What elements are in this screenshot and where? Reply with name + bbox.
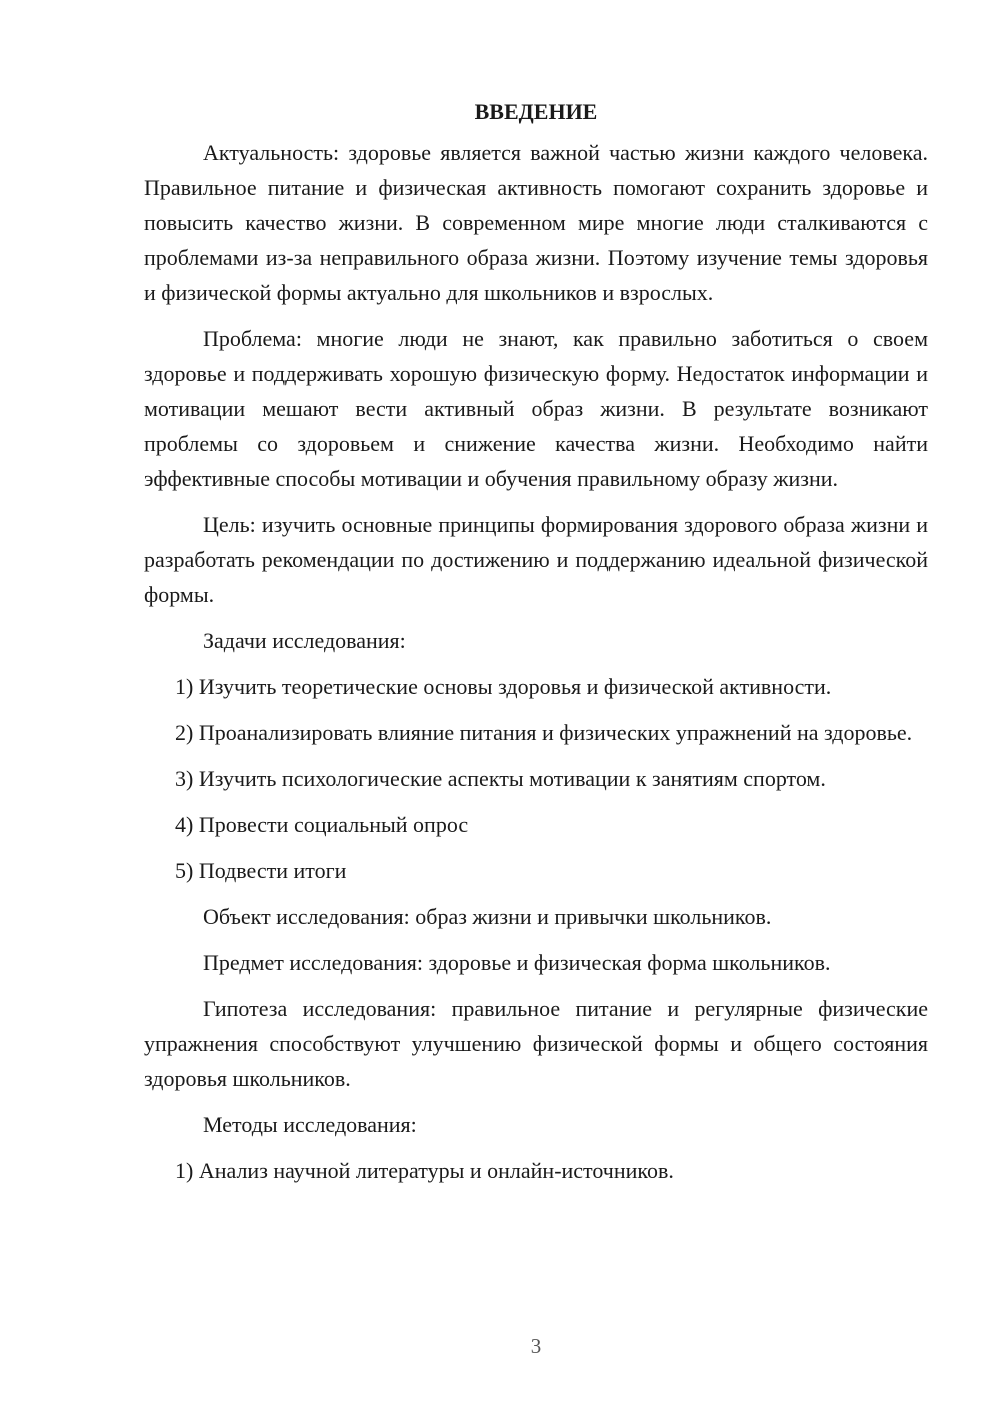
page-number: 3 bbox=[530, 1334, 542, 1358]
methods-heading: Методы исследования: bbox=[203, 1112, 417, 1137]
goal-paragraph: Цель: изучить основные принципы формирования здорового образа жизни и разработать рекомендации по достижению и поддержанию идеальной физической формы. bbox=[144, 512, 928, 607]
task-item-5: 5) Подвести итоги bbox=[175, 858, 347, 883]
page-content bbox=[144, 94, 928, 1199]
relevance-paragraph: Актуальность: здоровье является важной частью жизни каждого человека. Правильное питание и физическая активность помогают сохранить здоровье и повысить качество жизни. В современном мире многие люди сталкиваются с проблемами из-за неправильного образа жизни. Поэтому изучение темы здоровья и физической формы актуально для школьников и взрослых. bbox=[144, 140, 928, 305]
object-paragraph: Объект исследования: образ жизни и привычки школьников. bbox=[203, 904, 772, 929]
problem-paragraph: Проблема: многие люди не знают, как правильно заботиться о своем здоровье и поддерживать хорошую физическую форму. Недостаток информации и мотивации мешают вести активный образ жизни. В результате возникают проблемы со здоровьем и снижение качества жизни. Необходимо найти эффективные способы мотивации и обучения правильному образу жизни. bbox=[144, 326, 928, 491]
task-item-3: 3) Изучить психологические аспекты мотивации к занятиям спортом. bbox=[175, 766, 826, 791]
hypothesis-paragraph: Гипотеза исследования: правильное питание и регулярные физические упражнения способствуют улучшению физической формы и общего состояния здоровья школьников. bbox=[144, 996, 928, 1091]
method-item-1: 1) Анализ научной литературы и онлайн-источников. bbox=[175, 1158, 674, 1183]
section-title: ВВЕДЕНИЕ bbox=[474, 99, 598, 124]
tasks-heading: Задачи исследования: bbox=[203, 628, 406, 653]
task-item-4: 4) Провести социальный опрос bbox=[175, 812, 469, 837]
task-item-1: 1) Изучить теоретические основы здоровья и физической активности. bbox=[175, 674, 832, 699]
subject-paragraph: Предмет исследования: здоровье и физическая форма школьников. bbox=[203, 950, 831, 975]
task-item-2: 2) Проанализировать влияние питания и физических упражнений на здоровье. bbox=[175, 720, 913, 745]
